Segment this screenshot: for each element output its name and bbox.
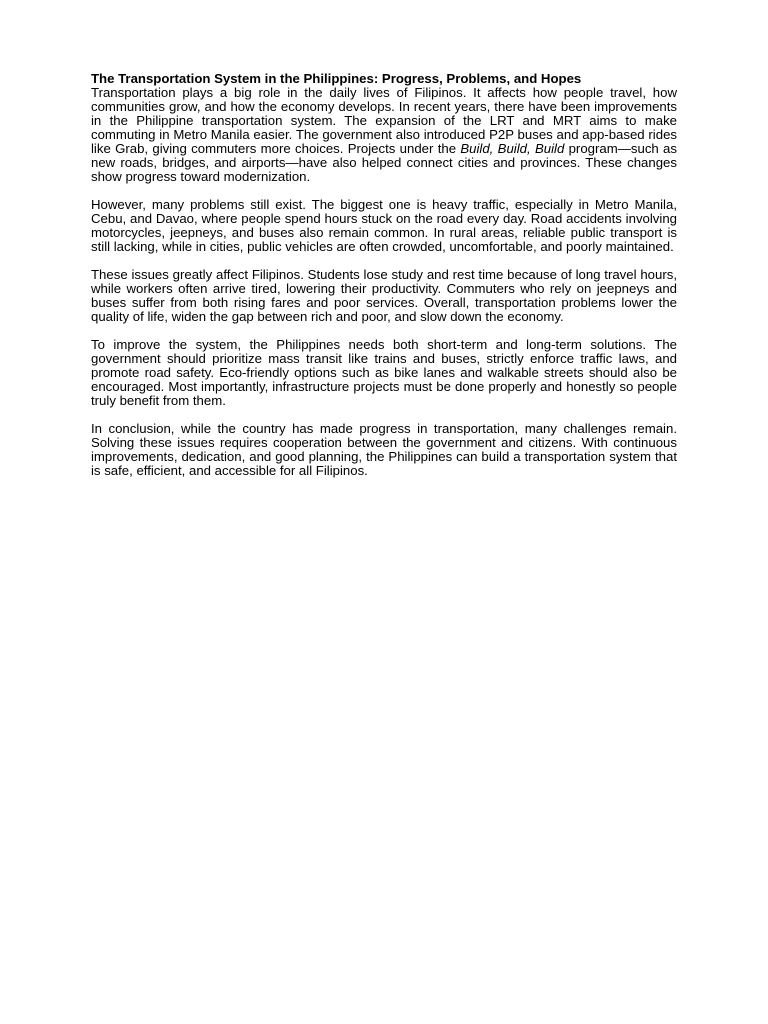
document-title: The Transportation System in the Philippines: Progress, Problems, and Hopes [91, 71, 582, 86]
paragraph-intro-text-start: Transportation plays a big role in the daily lives of Filipinos. It affects how people travel, how communities grow, and how the economy develops. In recent years, there have been improvements in the Philippine transportation system. The expansion of the LRT and MRT aims to make commuting in Metro Manila easier. The government also introduced P2P buses and app-based rides like Grab, giving commuters more choices. Projects under the [91, 85, 677, 156]
paragraph-problems: However, many problems still exist. The biggest one is heavy traffic, especially in Metro Manila, Cebu, and Davao, where people spend hours stuck on the road every day. Road accidents involving motorcycles, jeepneys, and buses also remain common. In rural areas, reliable public transport is still lacking, while in cities, public vehicles are often crowded, uncomfortable, and poorly maintained. [91, 197, 677, 254]
paragraph-conclusion: In conclusion, while the country has made progress in transportation, many challenges remain. Solving these issues requires cooperation between the government and citizens. With continuous improvements, dedication, and good planning, the Philippines can build a transportation system that is safe, efficient, and accessible for all Filipinos. [91, 421, 677, 478]
paragraph-intro [91, 86, 677, 184]
paragraph-solutions: To improve the system, the Philippines needs both short-term and long-term solutions. The government should prioritize mass transit like trains and buses, strictly enforce traffic laws, and promote road safety. Eco-friendly options such as bike lanes and walkable streets should also be encouraged. Most importantly, infrastructure projects must be done properly and honestly so people truly benefit from them. [91, 337, 677, 408]
document-page [91, 72, 677, 478]
paragraph-effects: These issues greatly affect Filipinos. Students lose study and rest time because of long travel hours, while workers often arrive tired, lowering their productivity. Commuters who rely on jeepneys and buses suffer from both rising fares and poor services. Overall, transportation problems lower the quality of life, widen the gap between rich and poor, and slow down the economy. [91, 267, 677, 324]
program-name-italic: Build, Build, Build [460, 141, 565, 156]
paragraph-intro-text-end: program—such as new roads, bridges, and airports—have also helped connect cities and provinces. These changes show progress toward modernization. [91, 141, 677, 184]
